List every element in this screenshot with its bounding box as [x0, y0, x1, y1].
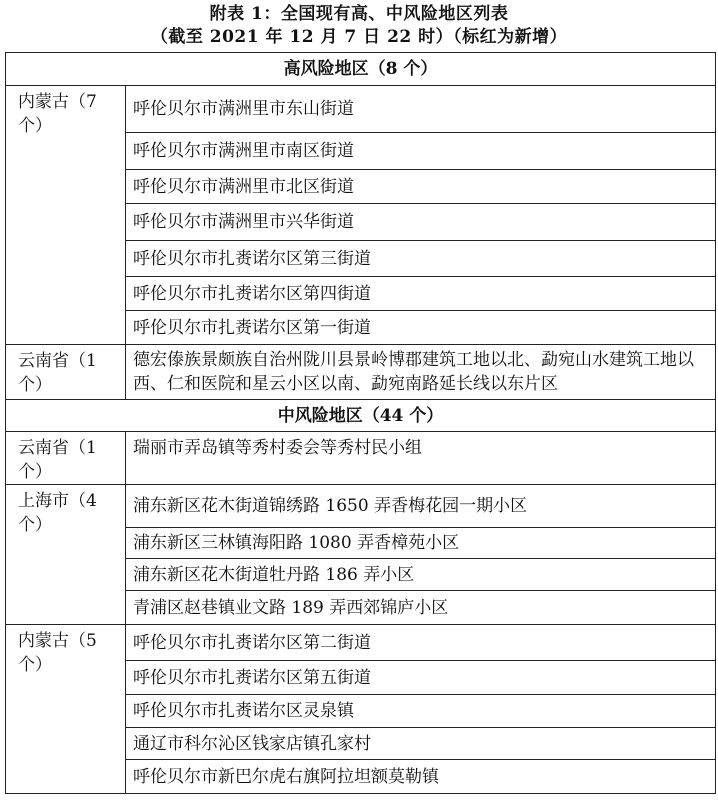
table-row — [6, 345, 716, 400]
area-cell: 瑞丽市弄岛镇等秀村委会等秀村民小组 — [126, 432, 716, 485]
section-header-row — [6, 400, 716, 432]
table-row — [6, 485, 716, 528]
table-row — [6, 86, 716, 133]
area-cell: 浦东新区花木街道牡丹路 186 弄小区 — [126, 559, 716, 591]
area-cell: 呼伦贝尔市扎赉诺尔区第二街道 — [126, 625, 716, 661]
area-cell: 青浦区赵巷镇业文路 189 弄西郊锦庐小区 — [126, 591, 716, 625]
risk-area-table — [5, 52, 716, 794]
section-header-row — [6, 53, 716, 86]
medium-risk-heading: 中风险地区（44 个） — [6, 400, 716, 432]
document-title: 附表 1：全国现有高、中风险地区列表 — [209, 4, 509, 24]
area-cell: 呼伦贝尔市满洲里市南区街道 — [126, 133, 716, 170]
area-cell: 德宏傣族景颇族自治州陇川县景岭博郡建筑工地以北、勐宛山水建筑工地以西、仁和医院和星云小区以南、勐宛南路延长线以东片区 — [126, 345, 716, 400]
area-cell: 呼伦贝尔市扎赉诺尔区第五街道 — [126, 661, 716, 695]
area-cell: 浦东新区花木街道锦绣路 1650 弄香梅花园一期小区 — [126, 485, 716, 528]
province-cell: 云南省（1 个） — [6, 345, 126, 400]
area-cell: 呼伦贝尔市满洲里市北区街道 — [126, 170, 716, 204]
table-row — [6, 432, 716, 485]
table-row — [6, 625, 716, 661]
province-cell: 云南省（1 个） — [6, 432, 126, 485]
area-cell: 呼伦贝尔市扎赉诺尔区第一街道 — [126, 311, 716, 345]
area-cell: 呼伦贝尔市扎赉诺尔区灵泉镇 — [126, 695, 716, 728]
area-cell: 呼伦贝尔市满洲里市兴华街道 — [126, 204, 716, 241]
area-cell: 呼伦贝尔市扎赉诺尔区第三街道 — [126, 241, 716, 277]
high-risk-heading: 高风险地区（8 个） — [6, 53, 716, 86]
area-cell: 浦东新区三林镇海阳路 1080 弄香樟苑小区 — [126, 528, 716, 559]
area-cell: 呼伦贝尔市满洲里市东山街道 — [126, 86, 716, 133]
document-subtitle: （截至 2021 年 12 月 7 日 22 时）（标红为新增） — [150, 27, 568, 47]
area-cell: 呼伦贝尔市新巴尔虎右旗阿拉坦额莫勒镇 — [126, 760, 716, 794]
area-cell: 呼伦贝尔市扎赉诺尔区第四街道 — [126, 277, 716, 311]
area-cell: 通辽市科尔沁区钱家店镇孔家村 — [126, 728, 716, 760]
province-cell: 上海市（4 个） — [6, 485, 126, 625]
province-cell: 内蒙古（5 个） — [6, 625, 126, 794]
province-cell: 内蒙古（7 个） — [6, 86, 126, 345]
